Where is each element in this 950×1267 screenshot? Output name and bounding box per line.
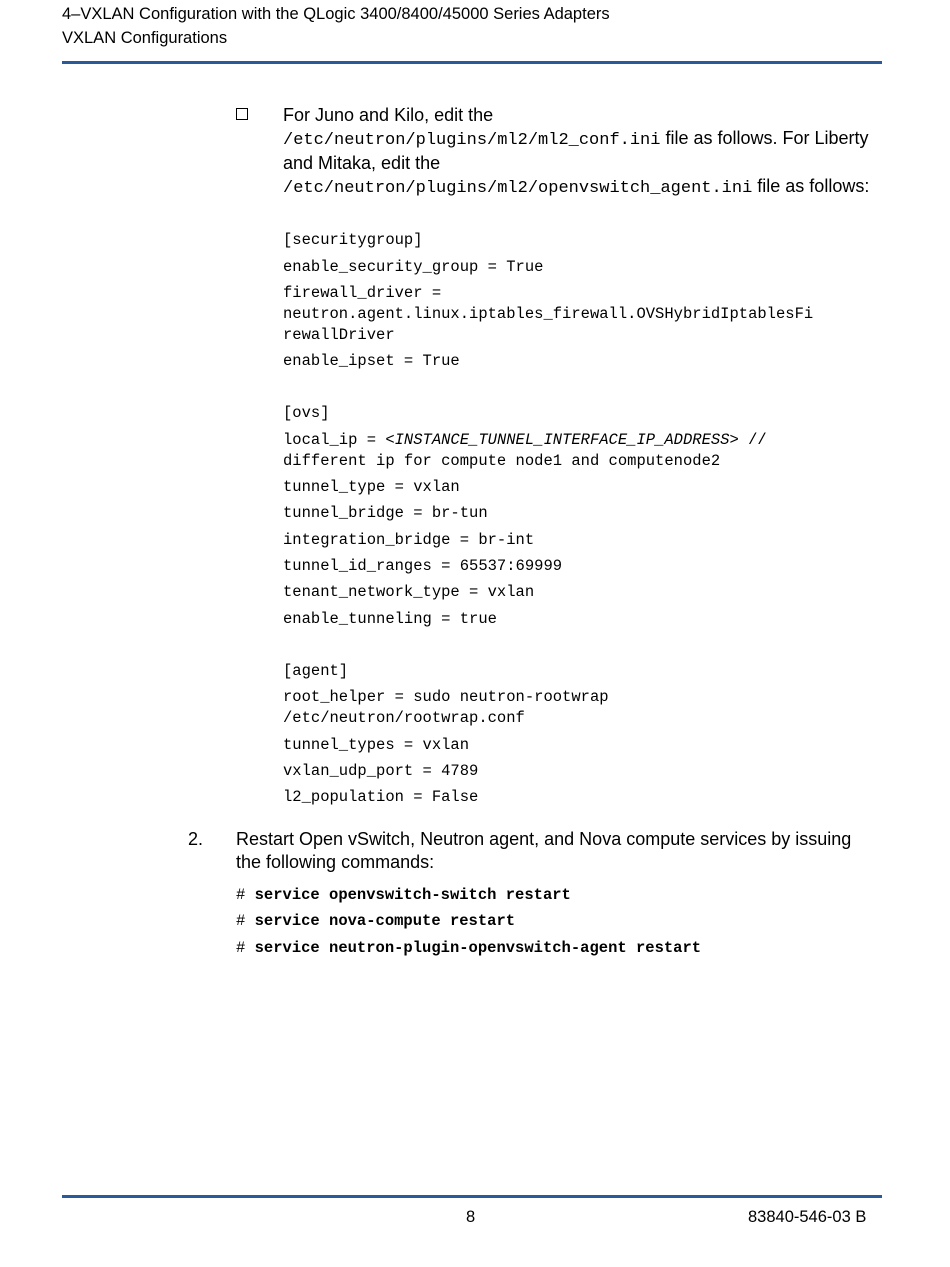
step-paragraph: Restart Open vSwitch, Neutron agent, and Nova compute services by issuing the following commands: — [236, 829, 852, 872]
bullet-paragraph — [283, 104, 883, 200]
config-root-helper-2: /etc/neutron/rootwrap.conf — [283, 709, 525, 727]
config-enable-ipset: enable_ipset = True — [283, 352, 460, 370]
command-line — [236, 885, 571, 906]
running-header — [62, 2, 610, 50]
footer-rule — [62, 1195, 882, 1198]
chapter-title: 4–VXLAN Configuration with the QLogic 3400/8400/45000 Series Adapters — [62, 5, 610, 23]
command-line — [236, 938, 701, 959]
config-enable-tunneling: enable_tunneling = true — [283, 610, 497, 628]
local-ip-variable: INSTANCE_TUNNEL_INTERFACE_IP_ADDRESS — [394, 431, 730, 449]
header-rule — [62, 61, 882, 64]
command-text: service openvswitch-switch restart — [254, 886, 571, 904]
local-ip-suffix: > // — [729, 431, 767, 449]
config-local-ip-line2: different ip for compute node1 and computenode2 — [283, 452, 721, 470]
config-firewall-driver-1: firewall_driver = — [283, 284, 442, 302]
page-number: 8 — [466, 1208, 476, 1226]
bullet-text-3: file as follows: — [752, 176, 870, 196]
config-vxlan-udp-port: vxlan_udp_port = 4789 — [283, 762, 479, 780]
config-firewall-driver-2: neutron.agent.linux.iptables_firewall.OVSHybridIptablesFi — [283, 305, 814, 323]
document-number: 83840-546-03 B — [748, 1208, 867, 1226]
command-prompt: # — [236, 912, 255, 930]
openvswitch-agent-path: /etc/neutron/plugins/ml2/openvswitch_agent.ini — [283, 179, 753, 198]
config-tunnel-type: tunnel_type = vxlan — [283, 478, 460, 496]
config-tenant-network-type: tenant_network_type = vxlan — [283, 583, 535, 601]
checkbox-bullet-icon — [236, 108, 248, 120]
config-firewall-driver-3: rewallDriver — [283, 326, 395, 344]
local-ip-prefix: local_ip = < — [283, 431, 395, 449]
section-title: VXLAN Configurations — [62, 29, 228, 47]
config-tunnel-types: tunnel_types = vxlan — [283, 736, 470, 754]
bullet-text-2: file as follows. For Liberty and Mitaka, edit the — [283, 128, 869, 173]
config-l2-population: l2_population = False — [283, 788, 479, 806]
ml2-conf-path: /etc/neutron/plugins/ml2/ml2_conf.ini — [283, 131, 661, 150]
config-tunnel-bridge: tunnel_bridge = br-tun — [283, 504, 488, 522]
config-agent-header: [agent] — [283, 662, 349, 680]
step-number: 2. — [188, 829, 204, 849]
command-prompt: # — [236, 886, 255, 904]
config-enable-security-group: enable_security_group = True — [283, 258, 544, 276]
command-prompt: # — [236, 939, 255, 957]
config-ovs-header: [ovs] — [283, 404, 330, 422]
config-securitygroup-header: [securitygroup] — [283, 231, 423, 249]
config-integration-bridge: integration_bridge = br-int — [283, 531, 535, 549]
bullet-text-1: For Juno and Kilo, edit the — [283, 105, 494, 125]
config-local-ip — [283, 430, 767, 451]
command-text: service nova-compute restart — [254, 912, 516, 930]
config-root-helper-1: root_helper = sudo neutron-rootwrap — [283, 688, 609, 706]
command-line — [236, 911, 515, 932]
config-tunnel-id-ranges: tunnel_id_ranges = 65537:69999 — [283, 557, 563, 575]
command-text: service neutron-plugin-openvswitch-agent restart — [254, 939, 702, 957]
